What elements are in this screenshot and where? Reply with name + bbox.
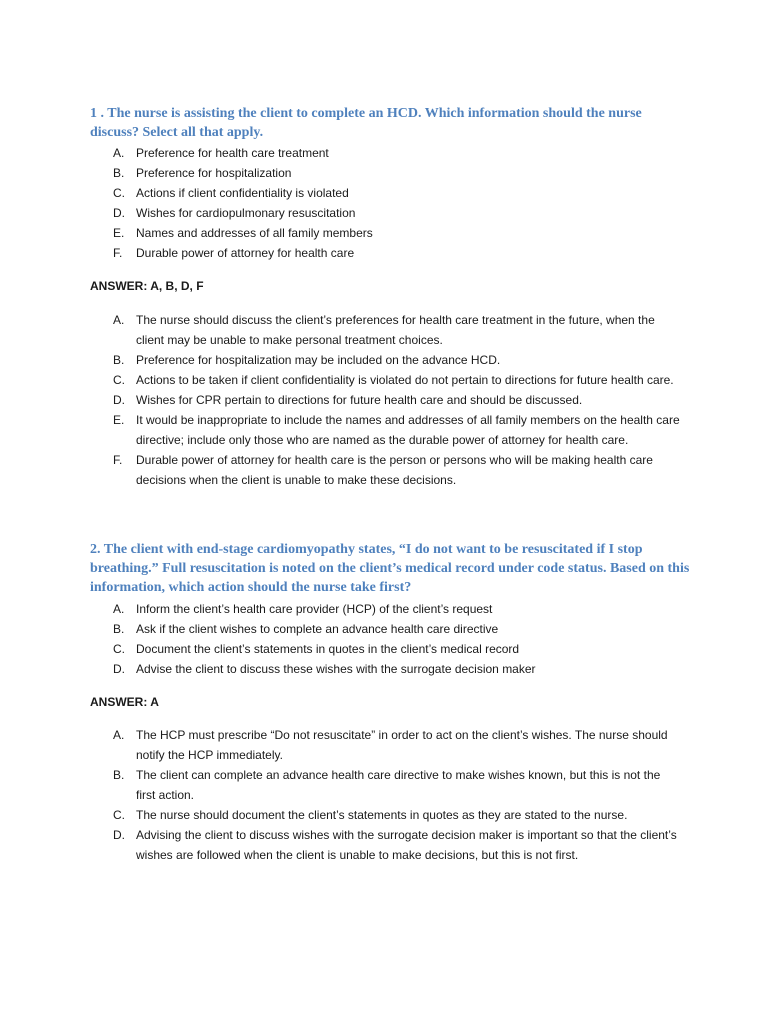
rationale-item: C. Actions to be taken if client confidentiality is violated do not pertain to directions for future health care. (113, 373, 674, 387)
option-item: E. Names and addresses of all family members (113, 226, 373, 240)
option-item: B. Preference for hospitalization (113, 166, 292, 180)
question-1-rationales (90, 310, 680, 490)
rationale-item: A. The nurse should discuss the client’s preferences for health care treatment in the future, when the client may be unable to make personal treatment choices. (113, 313, 655, 347)
rationale-item: D. Advising the client to discuss wishes with the surrogate decision maker is important so that the client’s wishes are followed when the client is unable to make decisions, but this is not first. (113, 828, 677, 862)
rationale-item: E. It would be inappropriate to include the names and addresses of all family members on the health care directive; include only those who are named as the durable power of attorney for health care. (113, 413, 680, 447)
rationale-item: C. The nurse should document the client’s statements in quotes as they are stated to the nurse. (113, 808, 628, 822)
question-2-answer: ANSWER: A (90, 695, 159, 709)
question-2-rationales (90, 725, 680, 865)
option-item: A. Inform the client’s health care provider (HCP) of the client’s request (113, 602, 493, 616)
question-1-options (90, 143, 680, 263)
question-2-options (90, 599, 680, 679)
option-item: C. Actions if client confidentiality is violated (113, 186, 349, 200)
question-2-heading: 2. The client with end-stage cardiomyopathy states, “I do not want to be resuscitated if I stop breathing.” Full resuscitation is noted on the client’s medical record under code status. Based on this information, which action should the nurse take first? (90, 542, 690, 595)
rationale-item: B. The client can complete an advance health care directive to make wishes known, but this is not the first action. (113, 768, 661, 802)
option-item: C. Document the client’s statements in quotes in the client’s medical record (113, 642, 520, 656)
rationale-item: D. Wishes for CPR pertain to directions for future health care and should be discussed. (113, 393, 583, 407)
question-1-answer: ANSWER: A, B, D, F (90, 279, 204, 293)
rationale-item: A. The HCP must prescribe “Do not resuscitate” in order to act on the client’s wishes. The nurse should notify the HCP immediately. (113, 728, 668, 762)
option-item: D. Wishes for cardiopulmonary resuscitation (113, 206, 356, 220)
question-1-heading: 1 . The nurse is assisting the client to complete an HCD. Which information should the nurse discuss? Select all that apply. (90, 106, 642, 140)
rationale-item: B. Preference for hospitalization may be included on the advance HCD. (113, 353, 501, 367)
option-item: F. Durable power of attorney for health care (113, 246, 355, 260)
option-item: A. Preference for health care treatment (113, 146, 329, 160)
option-item: B. Ask if the client wishes to complete an advance health care directive (113, 622, 499, 636)
option-item: D. Advise the client to discuss these wishes with the surrogate decision maker (113, 662, 536, 676)
rationale-item: F. Durable power of attorney for health care is the person or persons who will be making health care decisions when the client is unable to make these decisions. (113, 453, 653, 487)
